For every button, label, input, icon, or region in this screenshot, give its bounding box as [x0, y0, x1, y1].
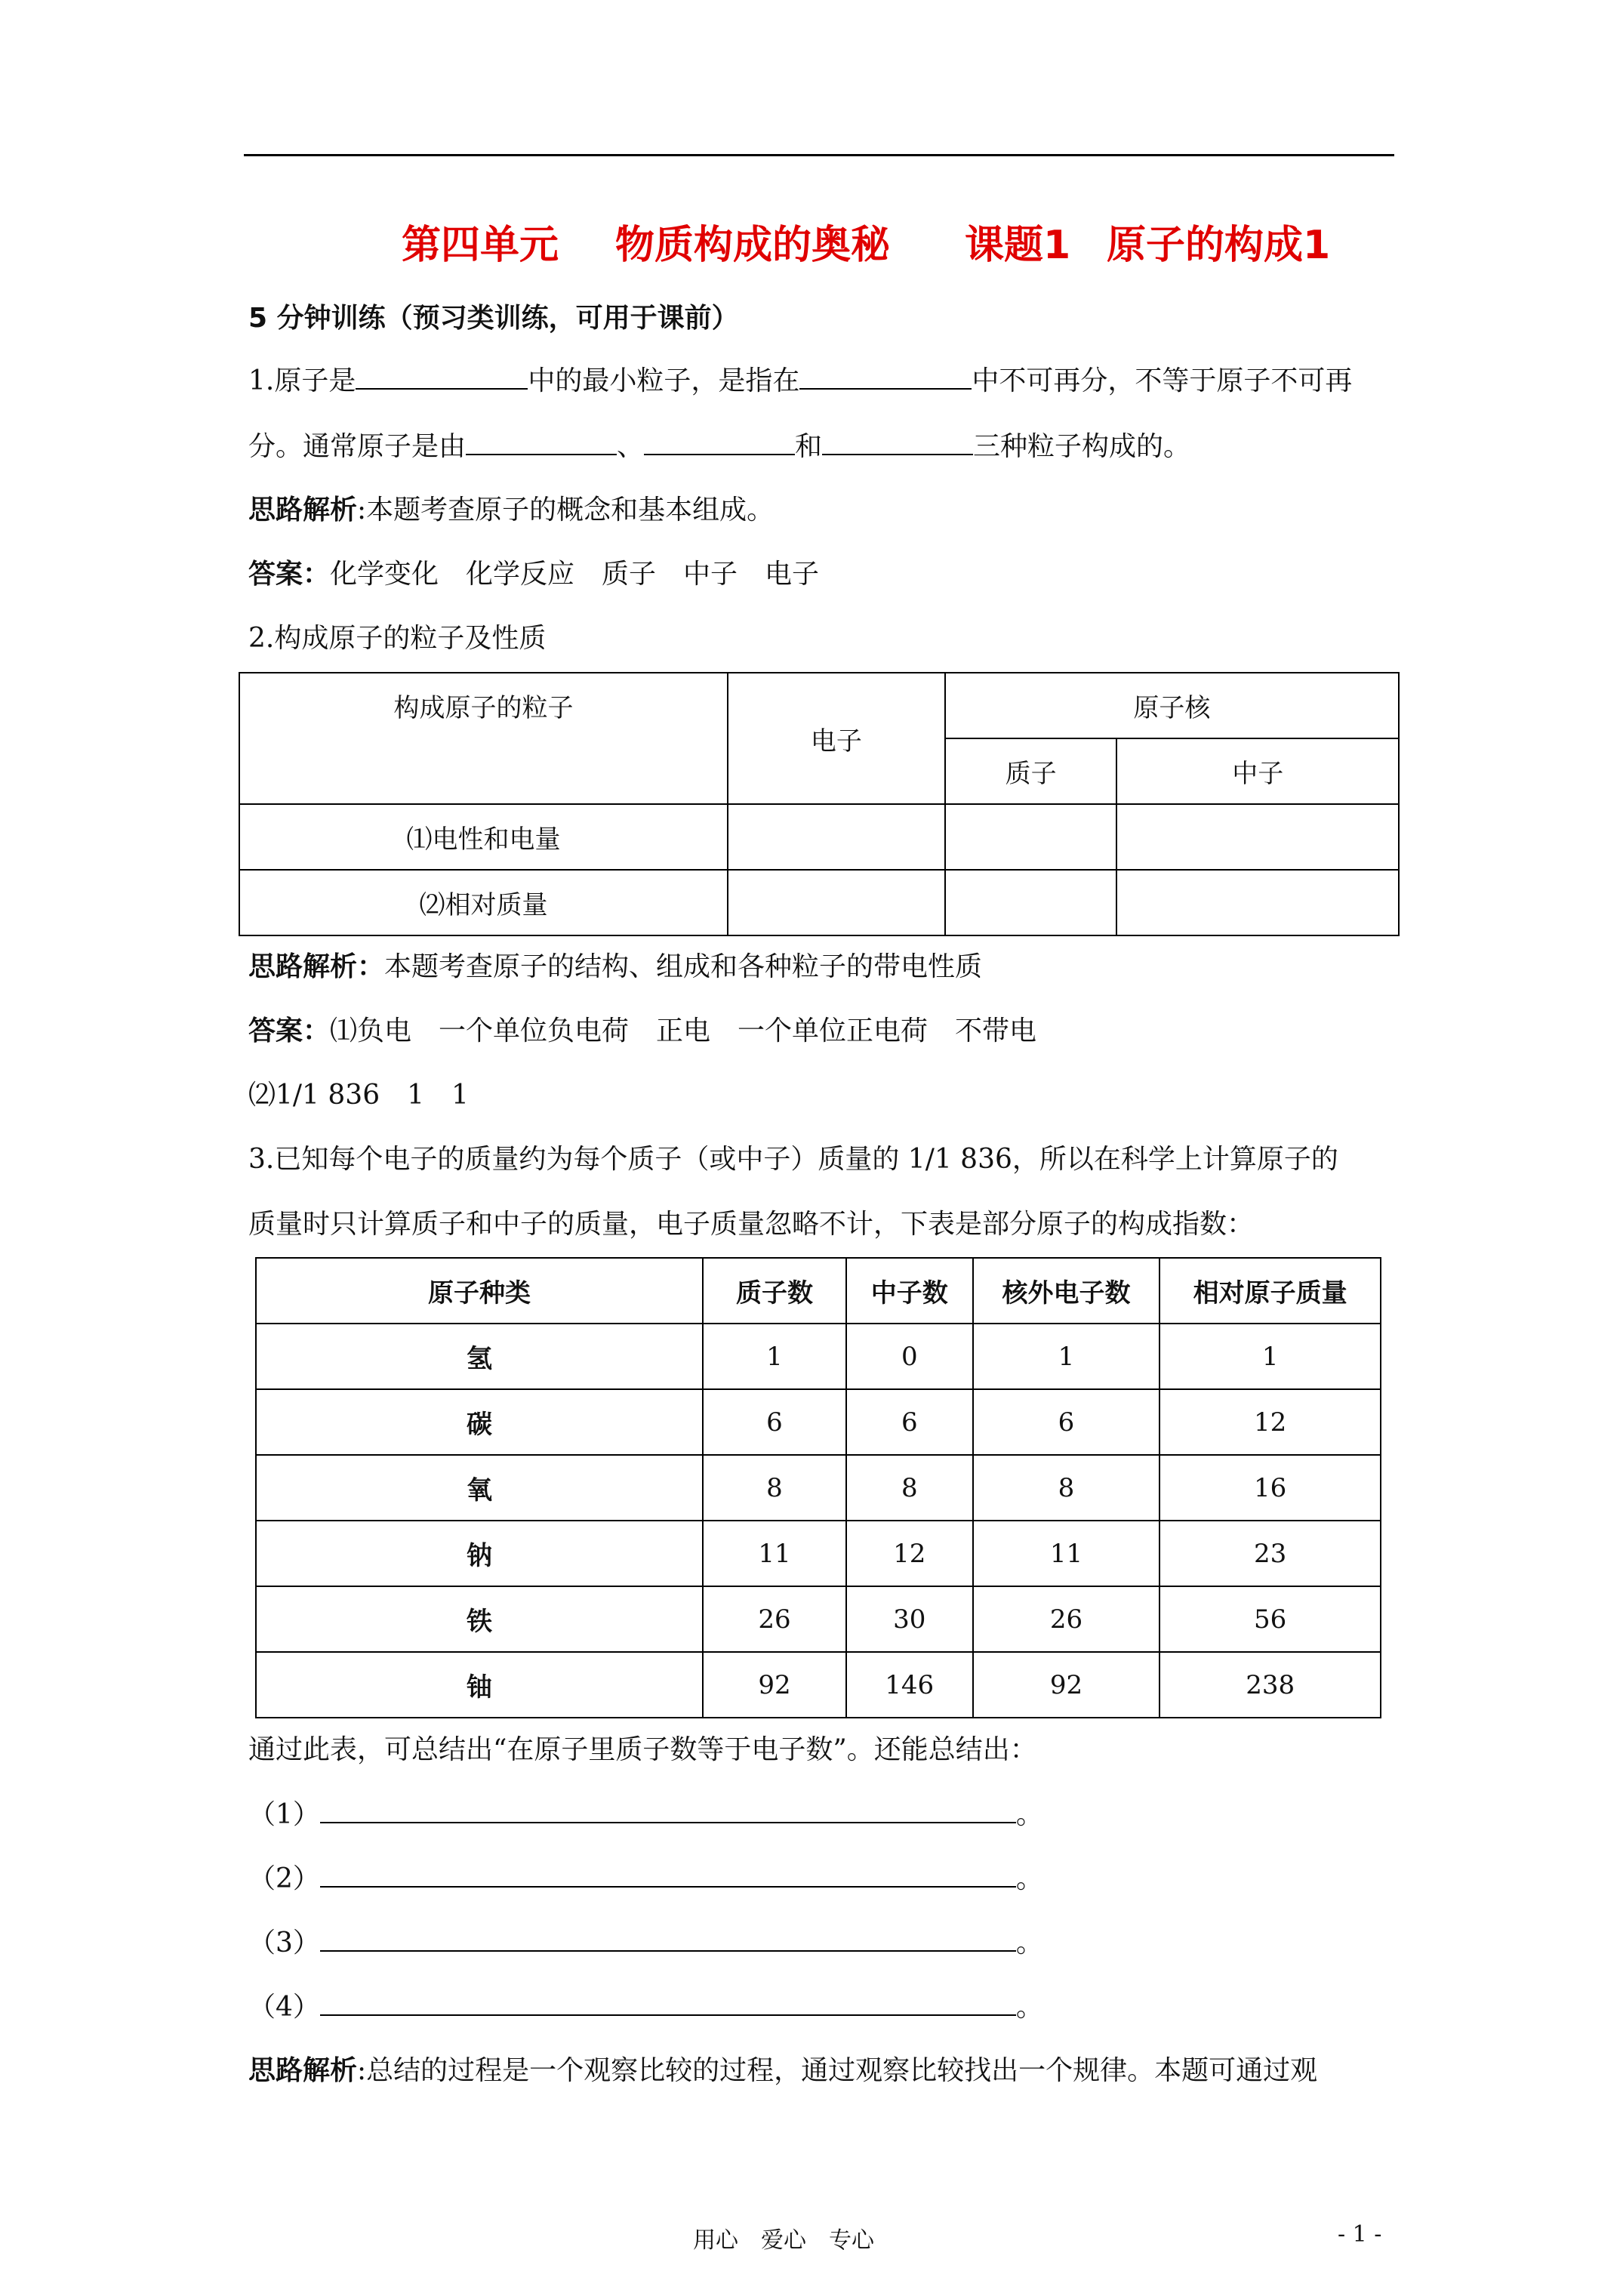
section-heading: 5 分钟训练（预习类训练，可用于课前）: [248, 303, 739, 334]
row-mass: ⑵相对质量: [239, 870, 728, 935]
col-header: 中子数: [846, 1258, 973, 1324]
table-row: 氢 1 0 1 1: [256, 1324, 1381, 1389]
q1-answer: 答案：化学变化 化学反应 质子 中子 电子: [248, 559, 820, 590]
q1-analysis: 思路解析:本题考查原子的概念和基本组成。: [248, 495, 775, 525]
header-particle: 构成原子的粒子: [239, 673, 728, 804]
blank: [356, 361, 528, 390]
table-cell: [1116, 870, 1399, 935]
q1-line2: 分。通常原子是由 、 和 三种粒子构成的。: [248, 427, 1190, 467]
footer-motto: 用心 爱心 专心: [693, 2227, 874, 2254]
q3-analysis: 思路解析:总结的过程是一个观察比较的过程，通过观察比较找出一个规律。本题可通过观: [248, 2055, 1318, 2086]
table-cell: [945, 870, 1117, 935]
blank: [320, 1859, 1016, 1888]
table-row: 铀 92 146 92 238: [256, 1652, 1381, 1718]
q3-item-2: （2） 。: [248, 1859, 1043, 1899]
header-neutron: 中子: [1116, 738, 1399, 804]
q3-item-4: （4） 。: [248, 1987, 1043, 2027]
title-lesson: 课题1: [965, 223, 1071, 268]
table-row: 碳 6 6 6 12: [256, 1389, 1381, 1455]
q2-stem: 2.构成原子的粒子及性质: [248, 623, 547, 654]
blank: [644, 427, 795, 455]
blank: [320, 1795, 1016, 1823]
table-cell: [1116, 804, 1399, 870]
blank: [466, 427, 617, 455]
table-cell: [945, 804, 1117, 870]
particle-table: [239, 672, 1400, 936]
q2-answer-2: ⑵1/1 836 1 1: [248, 1080, 469, 1111]
blank: [799, 361, 972, 390]
title-theme: 物质构成的奥秘: [615, 223, 891, 268]
table-cell: [728, 804, 945, 870]
table-row: 铁 26 30 26 56: [256, 1586, 1381, 1652]
q2-analysis: 思路解析：本题考查原子的结构、组成和各种粒子的带电性质: [248, 951, 983, 982]
atom-table: [255, 1257, 1381, 1718]
page-number: - 1 -: [1338, 2221, 1382, 2248]
header-proton: 质子: [945, 738, 1117, 804]
col-header: 相对原子质量: [1160, 1258, 1381, 1324]
blank: [320, 1987, 1016, 2016]
title-topic: 原子的构成1: [1107, 223, 1331, 268]
col-header: 核外电子数: [973, 1258, 1160, 1324]
col-header: 原子种类: [256, 1258, 703, 1324]
title-unit: 第四单元: [402, 223, 559, 268]
row-charge: ⑴电性和电量: [239, 804, 728, 870]
q3-stem-1: 3.已知每个电子的质量约为每个质子（或中子）质量的 1/1 836，所以在科学上计算原子的: [248, 1144, 1338, 1175]
header-nucleus: 原子核: [945, 673, 1399, 738]
q2-answer: 答案：⑴负电 一个单位负电荷 正电 一个单位正电荷 不带电: [248, 1015, 1037, 1046]
blank: [822, 427, 973, 455]
q3-item-3: （3） 。: [248, 1923, 1043, 1963]
table-row: 氧 8 8 8 16: [256, 1455, 1381, 1521]
page-title: [0, 213, 1623, 439]
header-electron: 电子: [728, 673, 945, 804]
col-header: 质子数: [703, 1258, 846, 1324]
header-rule: [244, 154, 1394, 156]
q1-line1: 1.原子是 中的最小粒子，是指在 中不可再分，不等于原子不可再: [248, 361, 1352, 401]
table-row: 钠 11 12 11 23: [256, 1521, 1381, 1586]
blank: [320, 1923, 1016, 1952]
q3-item-1: （1） 。: [248, 1795, 1043, 1835]
q3-conclusion: 通过此表，可总结出“在原子里质子数等于电子数”。还能总结出：: [248, 1734, 1037, 1765]
table-cell: [728, 870, 945, 935]
q3-stem-2: 质量时只计算质子和中子的质量，电子质量忽略不计，下表是部分原子的构成指数：: [248, 1209, 1255, 1240]
